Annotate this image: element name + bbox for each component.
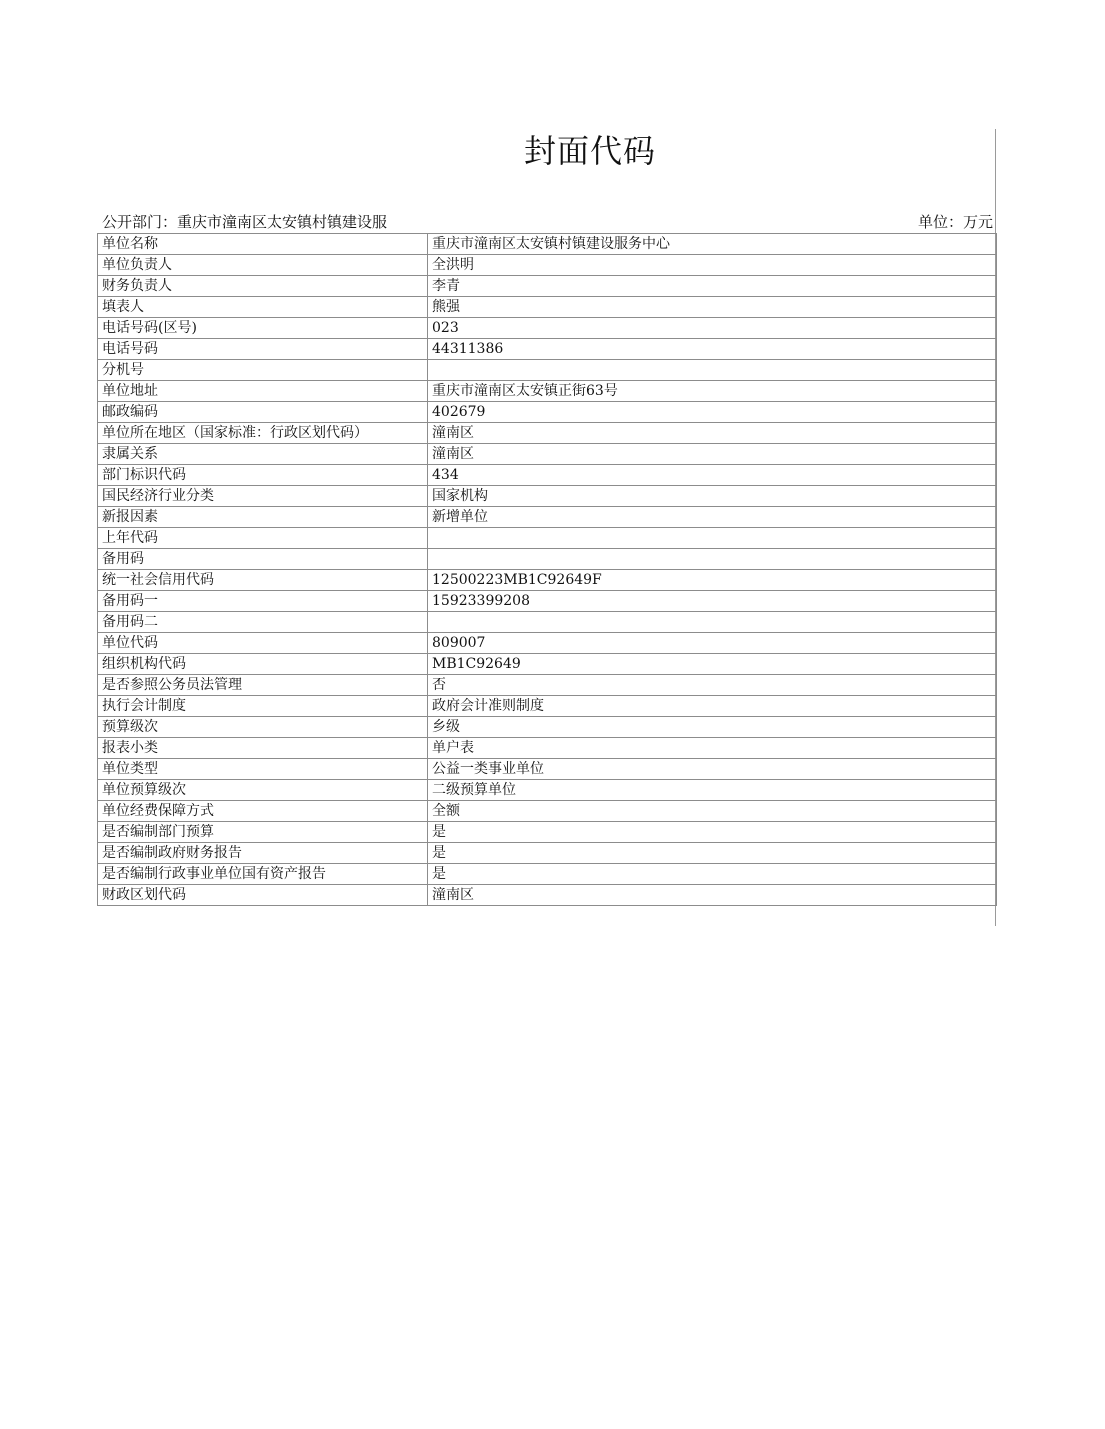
field-value — [428, 549, 997, 570]
field-value: 潼南区 — [428, 423, 997, 444]
field-label: 是否编制政府财务报告 — [98, 843, 428, 864]
table-row — [98, 549, 997, 570]
table-row — [98, 255, 997, 276]
field-value — [428, 360, 997, 381]
table-row — [98, 444, 997, 465]
field-label: 分机号 — [98, 360, 428, 381]
field-value: 是 — [428, 822, 997, 843]
table-row — [98, 339, 997, 360]
table-row — [98, 801, 997, 822]
field-value: 全额 — [428, 801, 997, 822]
field-label: 单位负责人 — [98, 255, 428, 276]
table-row — [98, 423, 997, 444]
field-value: 12500223MB1C92649F — [428, 570, 997, 591]
table-row — [98, 675, 997, 696]
field-label: 单位类型 — [98, 759, 428, 780]
field-value: 李青 — [428, 276, 997, 297]
field-label: 填表人 — [98, 297, 428, 318]
field-value: 重庆市潼南区太安镇正街63号 — [428, 381, 997, 402]
field-label: 是否编制行政事业单位国有资产报告 — [98, 864, 428, 885]
table-row — [98, 738, 997, 759]
field-label: 单位名称 — [98, 234, 428, 255]
field-value: 潼南区 — [428, 885, 997, 906]
field-value: 重庆市潼南区太安镇村镇建设服务中心 — [428, 234, 997, 255]
field-value: 44311386 — [428, 339, 997, 360]
table-row — [98, 885, 997, 906]
cover-code-table — [97, 233, 997, 906]
field-value: 单户表 — [428, 738, 997, 759]
field-value: 政府会计准则制度 — [428, 696, 997, 717]
field-label: 单位地址 — [98, 381, 428, 402]
table-row — [98, 780, 997, 801]
field-value: 公益一类事业单位 — [428, 759, 997, 780]
table-row — [98, 276, 997, 297]
table-row — [98, 654, 997, 675]
table-row — [98, 297, 997, 318]
field-label: 电话号码 — [98, 339, 428, 360]
field-label: 单位代码 — [98, 633, 428, 654]
field-label: 备用码二 — [98, 612, 428, 633]
field-label: 单位所在地区（国家标准：行政区划代码） — [98, 423, 428, 444]
field-label: 组织机构代码 — [98, 654, 428, 675]
unit-label: 单位：万元 — [917, 213, 993, 231]
field-label: 备用码 — [98, 549, 428, 570]
field-value: 乡级 — [428, 717, 997, 738]
field-value: 全洪明 — [428, 255, 997, 276]
field-label: 国民经济行业分类 — [98, 486, 428, 507]
table-row — [98, 465, 997, 486]
field-value: 是 — [428, 843, 997, 864]
field-value — [428, 528, 997, 549]
field-value: 熊强 — [428, 297, 997, 318]
field-value: 434 — [428, 465, 997, 486]
field-label: 单位经费保障方式 — [98, 801, 428, 822]
field-value: 潼南区 — [428, 444, 997, 465]
field-label: 财政区划代码 — [98, 885, 428, 906]
field-label: 新报因素 — [98, 507, 428, 528]
field-label: 预算级次 — [98, 717, 428, 738]
field-label: 邮政编码 — [98, 402, 428, 423]
field-label: 电话号码(区号) — [98, 318, 428, 339]
field-label: 部门标识代码 — [98, 465, 428, 486]
field-label: 财务负责人 — [98, 276, 428, 297]
table-row — [98, 360, 997, 381]
table-row — [98, 234, 997, 255]
field-value: 新增单位 — [428, 507, 997, 528]
table-row — [98, 633, 997, 654]
field-label: 上年代码 — [98, 528, 428, 549]
table-row — [98, 822, 997, 843]
table-row — [98, 696, 997, 717]
field-label: 是否编制部门预算 — [98, 822, 428, 843]
field-value: 402679 — [428, 402, 997, 423]
table-row — [98, 528, 997, 549]
table-row — [98, 570, 997, 591]
field-label: 报表小类 — [98, 738, 428, 759]
table-row — [98, 843, 997, 864]
field-label: 是否参照公务员法管理 — [98, 675, 428, 696]
field-value: 否 — [428, 675, 997, 696]
page-title: 封面代码 — [523, 132, 656, 170]
table-row — [98, 381, 997, 402]
field-label: 备用码一 — [98, 591, 428, 612]
field-value: 023 — [428, 318, 997, 339]
table-row — [98, 486, 997, 507]
table-body — [98, 234, 997, 906]
table-row — [98, 612, 997, 633]
table-row — [98, 864, 997, 885]
field-value: 是 — [428, 864, 997, 885]
field-label: 隶属关系 — [98, 444, 428, 465]
field-value: 15923399208 — [428, 591, 997, 612]
table-row — [98, 507, 997, 528]
field-value: 809007 — [428, 633, 997, 654]
field-label: 单位预算级次 — [98, 780, 428, 801]
field-value: 二级预算单位 — [428, 780, 997, 801]
table-row — [98, 318, 997, 339]
department-label: 公开部门：重庆市潼南区太安镇村镇建设服 — [102, 213, 388, 231]
table-row — [98, 591, 997, 612]
table-row — [98, 402, 997, 423]
field-value: 国家机构 — [428, 486, 997, 507]
field-label: 执行会计制度 — [98, 696, 428, 717]
table-row — [98, 717, 997, 738]
field-label: 统一社会信用代码 — [98, 570, 428, 591]
field-value — [428, 612, 997, 633]
table-row — [98, 759, 997, 780]
field-value: MB1C92649 — [428, 654, 997, 675]
